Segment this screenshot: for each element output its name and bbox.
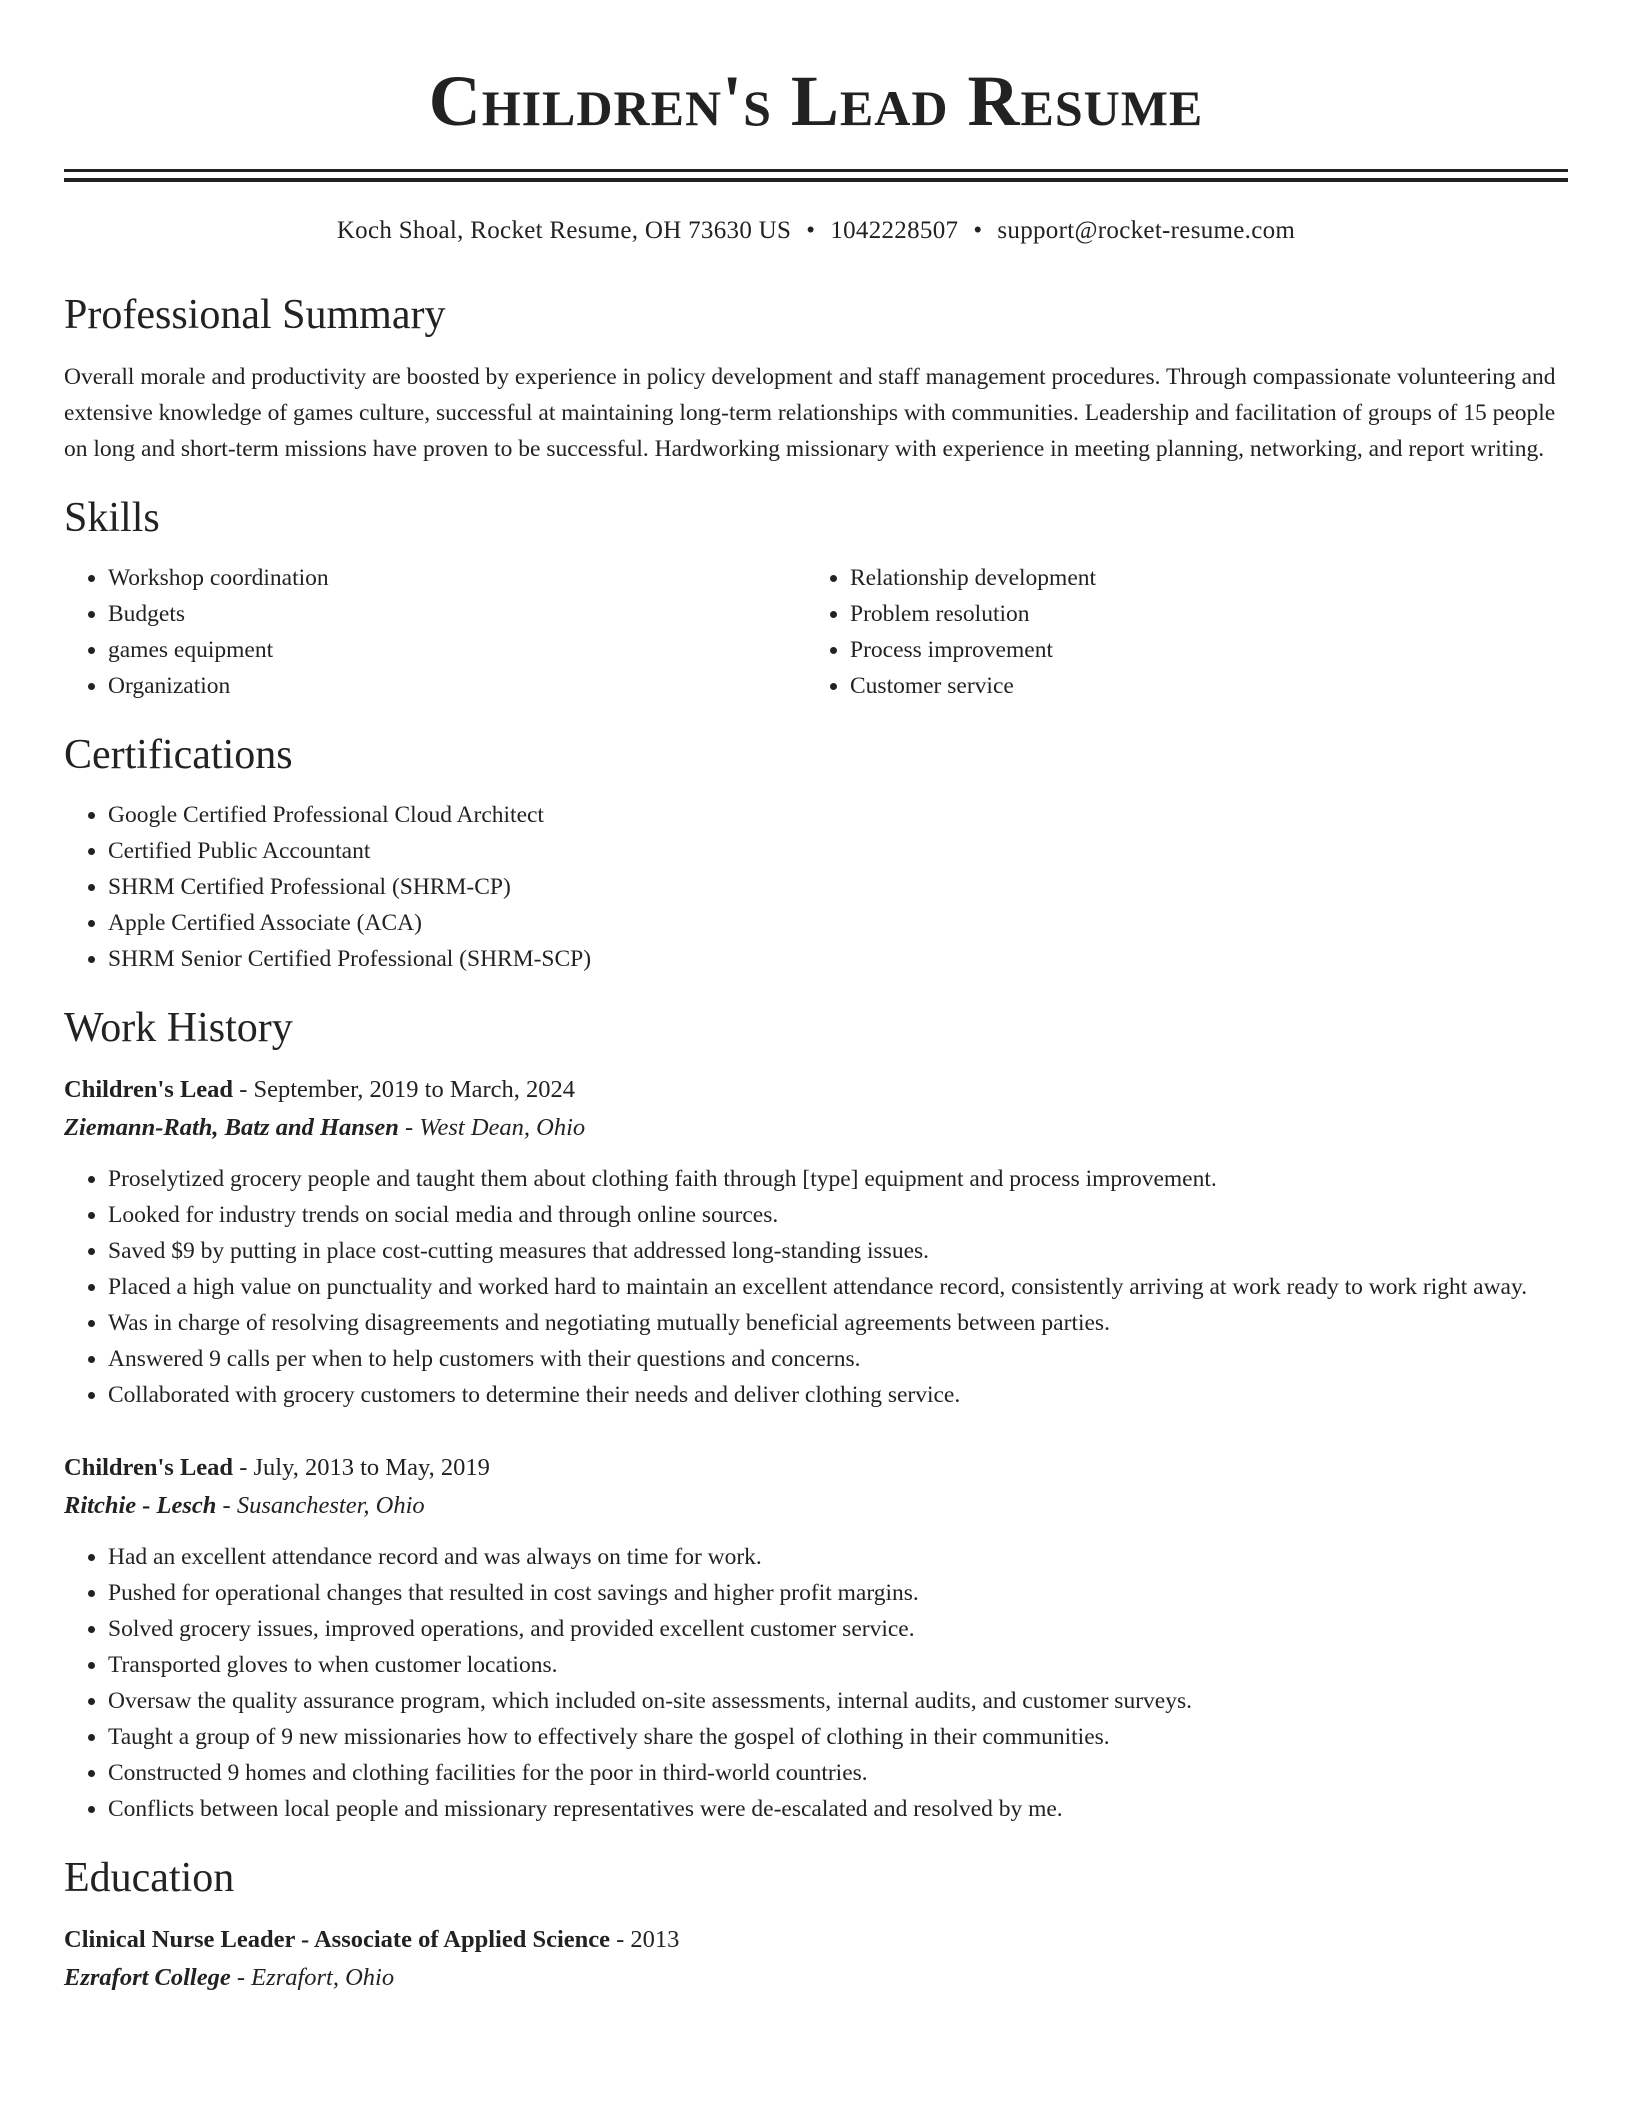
skill-item: • Organization [108, 668, 806, 704]
work-history-heading: Work History [64, 1005, 293, 1051]
title-divider-top [64, 169, 1568, 172]
job-bullet: • Proselytized grocery people and taught them about clothing faith through [type] equipment and process improvement. [108, 1161, 1568, 1197]
skills-list-right [806, 560, 1548, 704]
education-heading: Education [64, 1855, 235, 1901]
contact-separator: • [973, 217, 983, 244]
contact-line [64, 216, 1568, 246]
job-company-line [64, 1109, 1568, 1147]
education-school: Ezrafort College [64, 1964, 231, 1991]
skill-item: • Relationship development [850, 560, 1548, 596]
skills-section [64, 493, 1568, 704]
education-location: Ezrafort, Ohio [251, 1964, 395, 1991]
skill-item: • Customer service [850, 668, 1548, 704]
certifications-heading: Certifications [64, 732, 293, 778]
job-bullet: • Pushed for operational changes that resulted in cost savings and higher profit margins. [108, 1575, 1568, 1611]
skills-grid [64, 560, 1568, 704]
certification-item: • Apple Certified Associate (ACA) [108, 905, 1568, 941]
job-company-line [64, 1487, 1568, 1525]
skill-item: • Process improvement [850, 632, 1548, 668]
skills-list-left [64, 560, 806, 704]
work-history-section [64, 1003, 1568, 1827]
skill-item: • Workshop coordination [108, 560, 806, 596]
job-bullet: • Saved $9 by putting in place cost-cutting measures that addressed long-standing issues. [108, 1233, 1568, 1269]
job-bullet: • Was in charge of resolving disagreements and negotiating mutually beneficial agreements between parties. [108, 1305, 1568, 1341]
certifications-section [64, 730, 1568, 977]
job-dash: - [233, 1076, 254, 1103]
job-location: West Dean, Ohio [419, 1114, 586, 1141]
job-bullets [64, 1539, 1568, 1827]
job-header [64, 1449, 1568, 1487]
resume-title: Children's Lead Resume [428, 61, 1204, 141]
certifications-list [64, 797, 1568, 977]
job-company: Ziemann-Rath, Batz and Hansen [64, 1114, 399, 1141]
contact-address: Koch Shoal, Rocket Resume, OH 73630 US [336, 217, 792, 244]
job-bullet: • Solved grocery issues, improved operations, and provided excellent customer service. [108, 1611, 1568, 1647]
summary-heading: Professional Summary [64, 292, 446, 338]
job-bullet: • Constructed 9 homes and clothing facilities for the poor in third-world countries. [108, 1755, 1568, 1791]
skills-column-left [64, 560, 806, 704]
education-entry [64, 1921, 1568, 1997]
skill-item: • Budgets [108, 596, 806, 632]
education-section [64, 1853, 1568, 1997]
job-entry [64, 1449, 1568, 1827]
education-degree: Clinical Nurse Leader - Associate of Applied Science [64, 1926, 610, 1953]
skill-item: • games equipment [108, 632, 806, 668]
job-dates: September, 2019 to March, 2024 [253, 1076, 576, 1103]
certification-item: • Google Certified Professional Cloud Architect [108, 797, 1568, 833]
education-dash: - [230, 1964, 252, 1991]
job-dash: - [216, 1492, 237, 1519]
contact-phone: 1042228507 [830, 217, 959, 244]
certification-item: • SHRM Certified Professional (SHRM-CP) [108, 869, 1568, 905]
job-bullet: • Placed a high value on punctuality and worked hard to maintain an excellent attendance record, consistently arriving at work ready to work right away. [108, 1269, 1568, 1305]
job-dash: - [233, 1454, 254, 1481]
job-bullet: • Conflicts between local people and missionary representatives were de-escalated and resolved by me. [108, 1791, 1568, 1827]
job-company: Ritchie - Lesch [64, 1492, 217, 1519]
job-location: Susanchester, Ohio [236, 1492, 425, 1519]
summary-section [64, 290, 1568, 467]
job-bullets [64, 1161, 1568, 1413]
skill-item: • Problem resolution [850, 596, 1548, 632]
contact-email: support@rocket-resume.com [997, 217, 1296, 244]
job-dash: - [398, 1114, 420, 1141]
job-bullet: • Looked for industry trends on social media and through online sources. [108, 1197, 1568, 1233]
job-bullet: • Had an excellent attendance record and was always on time for work. [108, 1539, 1568, 1575]
summary-text: Overall morale and productivity are boosted by experience in policy development and staff management procedures. Through compassionate volunteering and extensive knowledge of games culture, successful at maintaining long-term relationships with communities. Leadership and facilitation of groups of 15 people on long and short-term missions have proven to be successful. Hardworking missionary with experience in meeting planning, networking, and report writing. [64, 364, 1556, 462]
job-bullet: • Transported gloves to when customer locations. [108, 1647, 1568, 1683]
title-divider-bottom [64, 178, 1568, 182]
education-year: 2013 [630, 1926, 680, 1953]
job-bullet: • Answered 9 calls per when to help customers with their questions and concerns. [108, 1341, 1568, 1377]
job-dates: July, 2013 to May, 2019 [253, 1454, 490, 1481]
education-school-line [64, 1959, 1568, 1997]
job-bullet: • Collaborated with grocery customers to determine their needs and deliver clothing service. [108, 1377, 1568, 1413]
education-header [64, 1921, 1568, 1959]
contact-separator: • [806, 217, 816, 244]
education-dash: - [610, 1926, 631, 1953]
certification-item: • SHRM Senior Certified Professional (SHRM-SCP) [108, 941, 1568, 977]
job-bullet: • Taught a group of 9 new missionaries how to effectively share the gospel of clothing in their communities. [108, 1719, 1568, 1755]
job-entry [64, 1071, 1568, 1413]
skills-column-right [806, 560, 1548, 704]
job-title: Children's Lead [64, 1076, 234, 1103]
job-bullet: • Oversaw the quality assurance program, which included on-site assessments, internal audits, and customer surveys. [108, 1683, 1568, 1719]
skills-heading: Skills [64, 495, 160, 541]
job-title: Children's Lead [64, 1454, 234, 1481]
job-header [64, 1071, 1568, 1109]
certification-item: • Certified Public Accountant [108, 833, 1568, 869]
